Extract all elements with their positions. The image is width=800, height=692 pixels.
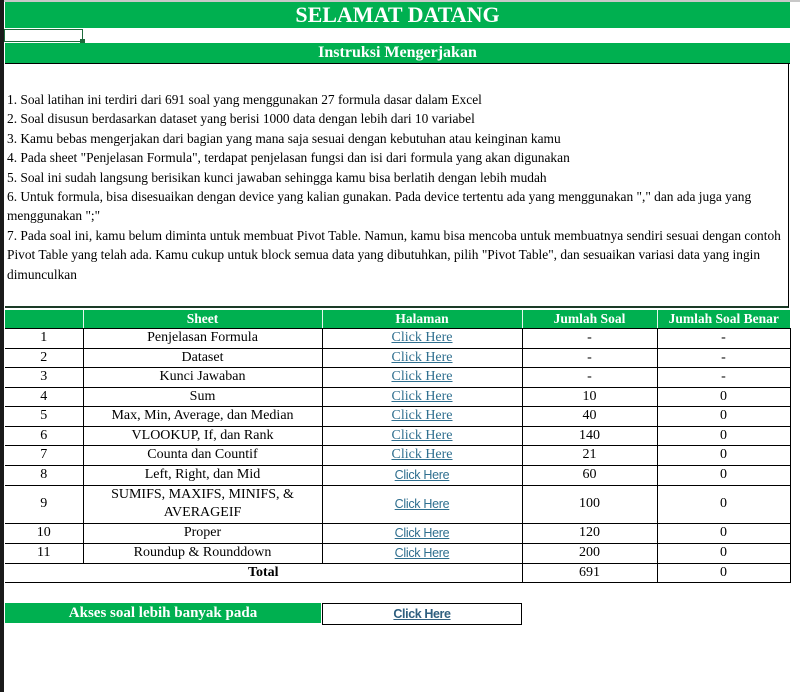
jumlah-soal: -: [522, 368, 657, 388]
click-here-link[interactable]: Click Here: [391, 349, 453, 365]
row-number: 5: [5, 407, 83, 427]
halaman-cell: [322, 387, 522, 407]
table-row: [5, 368, 790, 388]
jumlah-soal: 140: [522, 426, 657, 446]
jumlah-soal-benar: -: [657, 368, 790, 388]
access-link-cell: [322, 603, 522, 625]
header-jumlah-soal-benar: Jumlah Soal Benar: [657, 310, 790, 329]
halaman-cell: [322, 368, 522, 388]
instruction-item: 3. Kamu bebas mengerjakan dari bagian yang mana saja sesuai dengan kebutuhan atau keinginan kamu: [7, 130, 561, 146]
row-number: 8: [5, 465, 83, 485]
jumlah-soal: -: [522, 348, 657, 368]
click-here-link[interactable]: Click Here: [394, 467, 450, 482]
instruction-item: 5. Soal ini sudah langsung berisikan kunci jawaban sehingga kamu bisa berlatih dengan lebih mudah: [7, 169, 547, 185]
total-jumlah-soal: 691: [522, 563, 657, 583]
jumlah-soal: 200: [522, 543, 657, 563]
click-here-link[interactable]: Click Here: [394, 525, 450, 540]
access-more-label: Akses soal lebih banyak pada: [5, 603, 321, 623]
table-row: [5, 348, 790, 368]
halaman-cell: [322, 426, 522, 446]
row-header-edge: [0, 0, 4, 692]
click-here-link[interactable]: Click Here: [394, 496, 450, 511]
row-number: 7: [5, 446, 83, 466]
header-no: [5, 310, 83, 329]
instruction-item: 4. Pada sheet "Penjelasan Formula", terdapat penjelasan fungsi dan isi dari formula yang akan digunakan: [7, 150, 570, 166]
row-number: 4: [5, 387, 83, 407]
jumlah-soal-benar: 0: [657, 407, 790, 427]
jumlah-soal-benar: 0: [657, 426, 790, 446]
halaman-cell: [322, 523, 522, 543]
click-here-link[interactable]: Click Here: [391, 330, 453, 346]
sheet-name: SUMIFS, MAXIFS, MINIFS, & AVERAGEIF: [83, 485, 322, 523]
table-row: [5, 465, 790, 485]
jumlah-soal: 60: [522, 465, 657, 485]
halaman-cell: [322, 329, 522, 349]
jumlah-soal: -: [522, 329, 657, 349]
instruction-item: 1. Soal latihan ini terdiri dari 691 soal yang menggunakan 27 formula dasar dalam Excel: [7, 92, 482, 107]
sheet-name: Counta dan Countif: [83, 446, 322, 466]
sheet-name: Left, Right, dan Mid: [83, 465, 322, 485]
table-row: [5, 446, 790, 466]
jumlah-soal: 21: [522, 446, 657, 466]
sheet-name: Max, Min, Average, dan Median: [83, 407, 322, 427]
sheet-name: Dataset: [83, 348, 322, 368]
click-here-link[interactable]: Click Here: [394, 545, 450, 560]
section-title: Instruksi Mengerjakan: [5, 43, 790, 64]
jumlah-soal-benar: -: [657, 329, 790, 349]
sheet-name: Penjelasan Formula: [83, 329, 322, 349]
jumlah-soal: 120: [522, 523, 657, 543]
access-more-link[interactable]: Click Here: [393, 607, 451, 621]
jumlah-soal: 40: [522, 407, 657, 427]
instruction-item: 6. Untuk formula, bisa disesuaikan dengan device yang kalian gunakan. Pada device tertentu ada yang menggunakan "," dan ada juga yang menggunakan ";": [7, 189, 752, 224]
table-row: [5, 407, 790, 427]
table-row: [5, 387, 790, 407]
table-row: [5, 543, 790, 563]
sheet-name: Kunci Jawaban: [83, 368, 322, 388]
sheet-name: Sum: [83, 387, 322, 407]
row-number: 3: [5, 368, 83, 388]
table-header-row: [5, 310, 790, 329]
sheet-name: VLOOKUP, If, dan Rank: [83, 426, 322, 446]
sheets-table: [5, 310, 791, 583]
row-number: 10: [5, 523, 83, 543]
instruction-item: 7. Pada soal ini, kamu belum diminta untuk membuat Pivot Table. Namun, kamu bisa mencoba untuk membuatnya sendiri sesuai dengan contoh Pivot Table yang telah ada. Kamu cukup untuk block semua data yang dibutuhkan, pilih "Pivot Table", dan sesuaikan variasi data yang ingin dimunculkan: [7, 227, 781, 282]
sheet-name: Proper: [83, 523, 322, 543]
click-here-link[interactable]: Click Here: [391, 369, 453, 385]
halaman-cell: [322, 348, 522, 368]
jumlah-soal-benar: 0: [657, 465, 790, 485]
jumlah-soal: 10: [522, 387, 657, 407]
halaman-cell: [322, 446, 522, 466]
click-here-link[interactable]: Click Here: [391, 408, 453, 424]
total-row: [5, 563, 790, 583]
instruction-item: 2. Soal disusun berdasarkan dataset yang berisi 1000 data dengan lebih dari 10 variabel: [7, 111, 475, 127]
row-number: 6: [5, 426, 83, 446]
header-halaman: Halaman: [322, 310, 522, 329]
jumlah-soal-benar: 0: [657, 446, 790, 466]
table-row: [5, 329, 790, 349]
total-jumlah-soal-benar: 0: [657, 563, 790, 583]
jumlah-soal-benar: -: [657, 348, 790, 368]
row-number: 9: [5, 485, 83, 523]
selected-cell[interactable]: [4, 29, 83, 42]
row-number: 11: [5, 543, 83, 563]
row-number: 2: [5, 348, 83, 368]
jumlah-soal-benar: 0: [657, 387, 790, 407]
sheet-name: Roundup & Rounddown: [83, 543, 322, 563]
jumlah-soal-benar: 0: [657, 543, 790, 563]
jumlah-soal: 100: [522, 485, 657, 523]
halaman-cell: [322, 543, 522, 563]
halaman-cell: [322, 407, 522, 427]
total-label: Total: [5, 563, 522, 583]
instructions-box: [5, 64, 789, 308]
click-here-link[interactable]: Click Here: [391, 388, 453, 404]
table-row: [5, 426, 790, 446]
click-here-link[interactable]: Click Here: [391, 427, 453, 443]
click-here-link[interactable]: Click Here: [391, 447, 453, 463]
halaman-cell: [322, 465, 522, 485]
header-jumlah-soal: Jumlah Soal: [522, 310, 657, 329]
header-sheet: Sheet: [83, 310, 322, 329]
jumlah-soal-benar: 0: [657, 523, 790, 543]
jumlah-soal-benar: 0: [657, 485, 790, 523]
row-number: 1: [5, 329, 83, 349]
table-row: [5, 523, 790, 543]
page-title: SELAMAT DATANG: [5, 2, 790, 28]
halaman-cell: [322, 485, 522, 523]
table-row: [5, 485, 790, 523]
